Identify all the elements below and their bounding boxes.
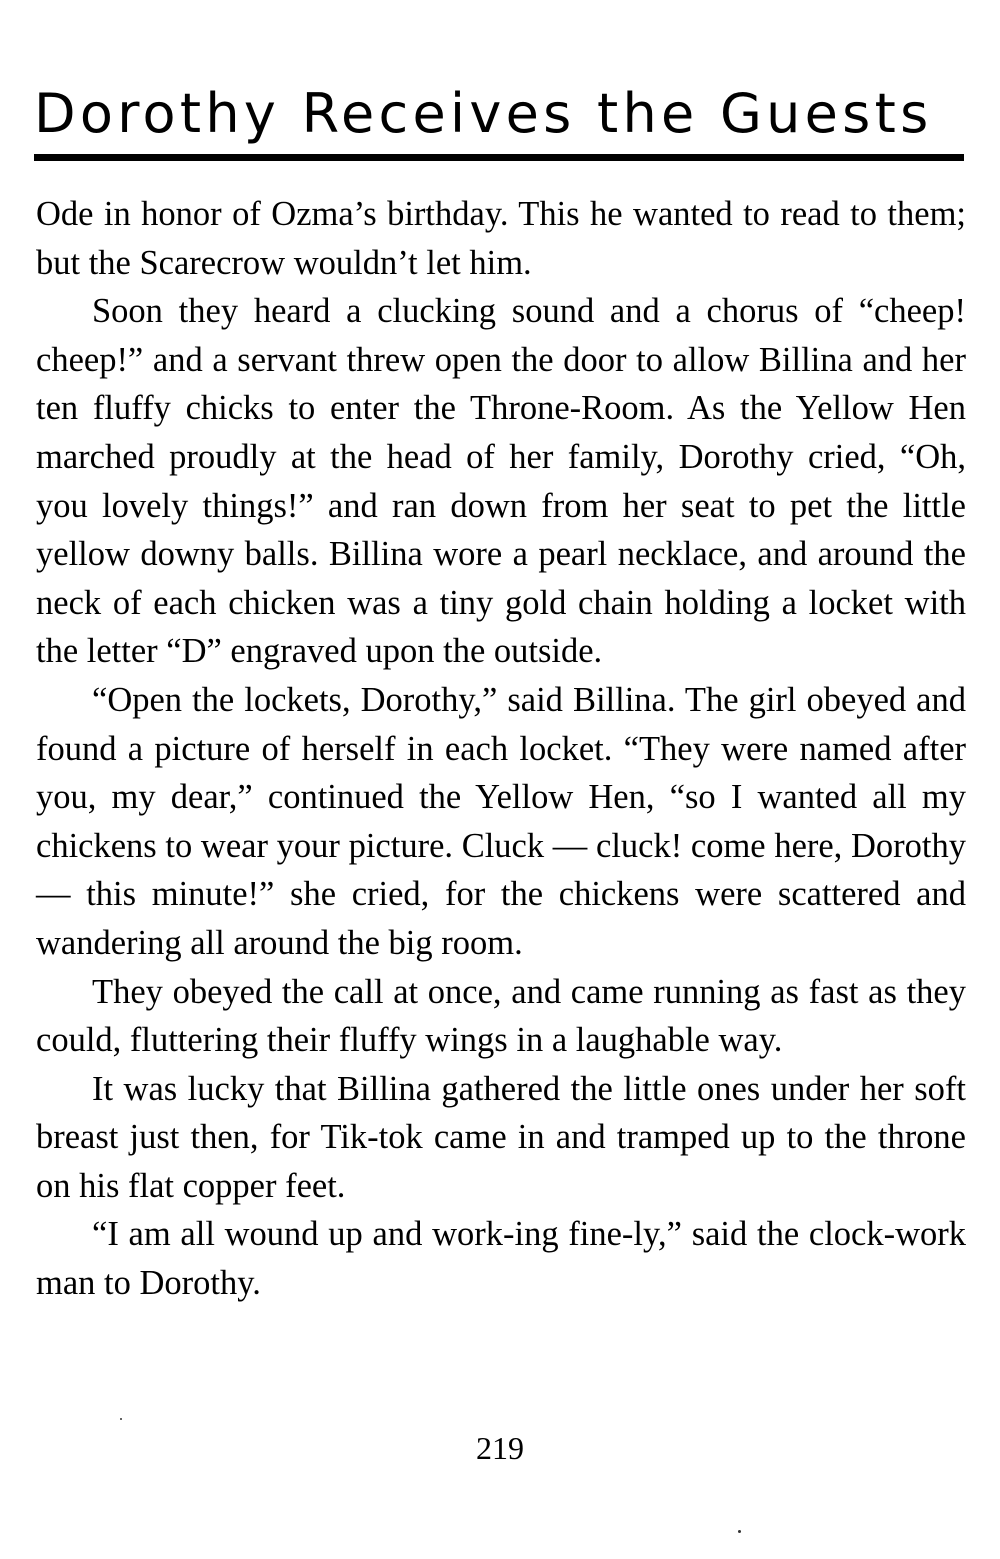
paragraph: “Open the lockets, Dorothy,” said Billina. The girl obeyed and found a picture of herself in each locket. “They were named after you, my dear,” continued the Yellow Hen, “so I wanted all my chickens to wear your picture. Cluck — cluck! come here, Dorothy — this minute!” she cried, for the chickens were scattered and wandering all around the big room. — [36, 680, 966, 962]
paragraph: “I am all wound up and work-ing fine-ly,” said the clock-work man to Dorothy. — [36, 1215, 966, 1303]
paragraph: It was lucky that Billina gathered the little ones under her soft breast just then, for Tik-tok came in and tramped up to the throne on his flat copper feet. — [36, 1069, 966, 1205]
body-text — [36, 190, 966, 1308]
scan-speck — [120, 1418, 122, 1420]
paragraph: They obeyed the call at once, and came running as fast as they could, fluttering their fluffy wings in a laughable way. — [36, 972, 966, 1060]
header-rule — [34, 154, 964, 161]
scan-speck — [738, 1530, 741, 1533]
paragraph-continuation: Ode in honor of Ozma’s birthday. This he wanted to read to them; but the Scarecrow wouldn’t let him. — [36, 195, 966, 282]
paragraph: Soon they heard a clucking sound and a chorus of “cheep! cheep!” and a servant threw open the door to allow Billina and her ten fluffy chicks to enter the Throne-Room. As the Yellow Hen marched proudly at the head of her family, Dorothy cried, “Oh, you lovely things!” and ran down from her seat to pet the little yellow downy balls. Billina wore a pearl necklace, and around the neck of each chicken was a tiny gold chain holding a locket with the letter “D” engraved upon the outside. — [36, 292, 966, 671]
running-head-title: Dorothy Receives the Guests — [34, 82, 933, 145]
page-number: 219 — [476, 1430, 524, 1466]
